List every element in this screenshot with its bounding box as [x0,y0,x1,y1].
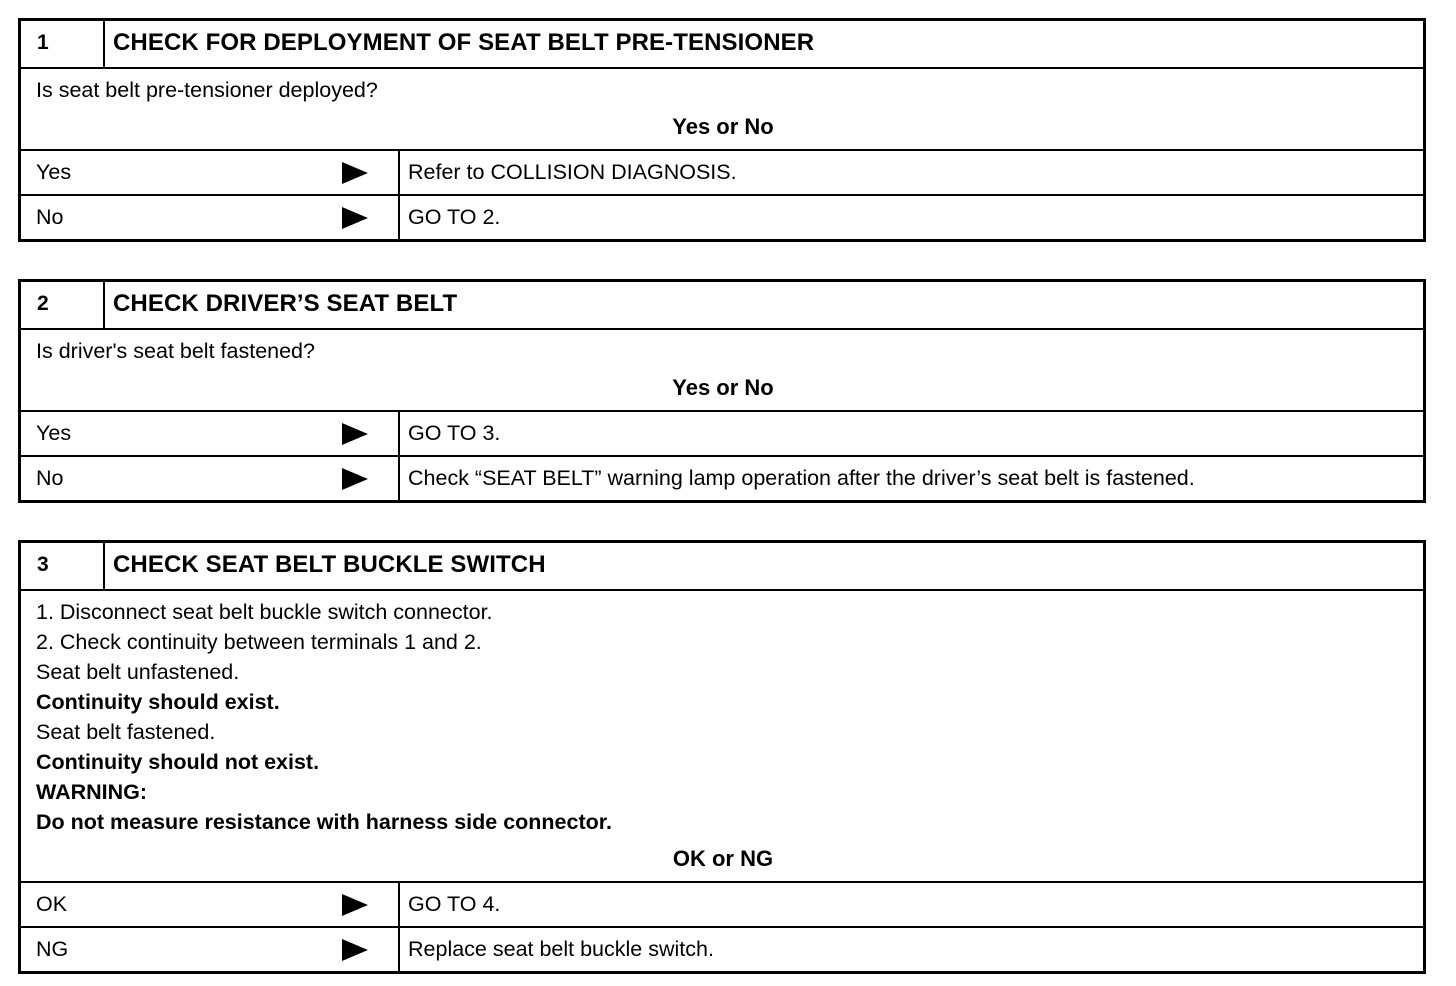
step-body [21,330,1423,366]
step-title: CHECK SEAT BELT BUCKLE SWITCH [113,551,546,578]
arrow-right-icon [342,207,368,229]
arrow-right-icon [342,468,368,490]
step-header [21,543,1423,591]
outcome-row [21,410,1423,455]
outcome-answer [21,412,400,455]
outcome-answer [21,928,400,971]
outcome-answer [21,196,400,239]
decision-prompt: OK or NG [672,846,774,871]
outcome-answer [21,457,400,500]
outcome-action: GO TO 3. [408,421,501,445]
step-body [21,591,1423,837]
answer-label: Yes [36,160,72,184]
arrow-right-icon [342,162,368,184]
arrow-right-icon [342,894,368,916]
outcome-row [21,194,1423,239]
decision-prompt: Yes or No [672,375,774,400]
outcome-action: Check “SEAT BELT” warning lamp operation after the driver’s seat belt is fastened. [408,466,1195,490]
outcome-answer [21,151,400,194]
outcome-row [21,455,1423,500]
outcome-row [21,881,1423,926]
answer-label: No [36,466,64,490]
body-line: Is driver's seat belt fastened? [36,339,315,363]
arrow-right-icon [342,423,368,445]
warning-label: WARNING: [36,780,148,804]
body-line: Is seat belt pre-tensioner deployed? [36,78,378,102]
step-1-box [18,18,1426,242]
step-2-box [18,279,1426,503]
step-title: CHECK FOR DEPLOYMENT OF SEAT BELT PRE-TENSIONER [113,29,815,56]
step-header [21,282,1423,330]
answer-label: Yes [36,421,72,445]
step-number: 2 [21,282,105,328]
outcome-action: Replace seat belt buckle switch. [408,937,714,961]
decision-prompt: Yes or No [672,114,774,139]
answer-label: OK [36,892,68,916]
body-line: Seat belt fastened. [36,720,216,744]
answer-label: NG [36,937,69,961]
step-body [21,69,1423,105]
body-line: Continuity should exist. [36,690,280,714]
step-title: CHECK DRIVER’S SEAT BELT [113,290,458,317]
outcome-answer [21,883,400,926]
body-line: Continuity should not exist. [36,750,320,774]
outcome-action: GO TO 4. [408,892,501,916]
outcome-action: Refer to COLLISION DIAGNOSIS. [408,160,737,184]
body-line: 2. Check continuity between terminals 1 and 2. [36,630,482,654]
outcome-action: GO TO 2. [408,205,501,229]
arrow-right-icon [342,939,368,961]
step-number: 3 [21,543,105,589]
step-header [21,21,1423,69]
body-line: 1. Disconnect seat belt buckle switch connector. [36,600,493,624]
body-line: Seat belt unfastened. [36,660,240,684]
step-number: 1 [21,21,105,67]
step-3-box [18,540,1426,974]
outcome-row [21,926,1423,971]
answer-label: No [36,205,64,229]
outcome-row [21,149,1423,194]
warning-text: Do not measure resistance with harness side connector. [36,810,612,834]
